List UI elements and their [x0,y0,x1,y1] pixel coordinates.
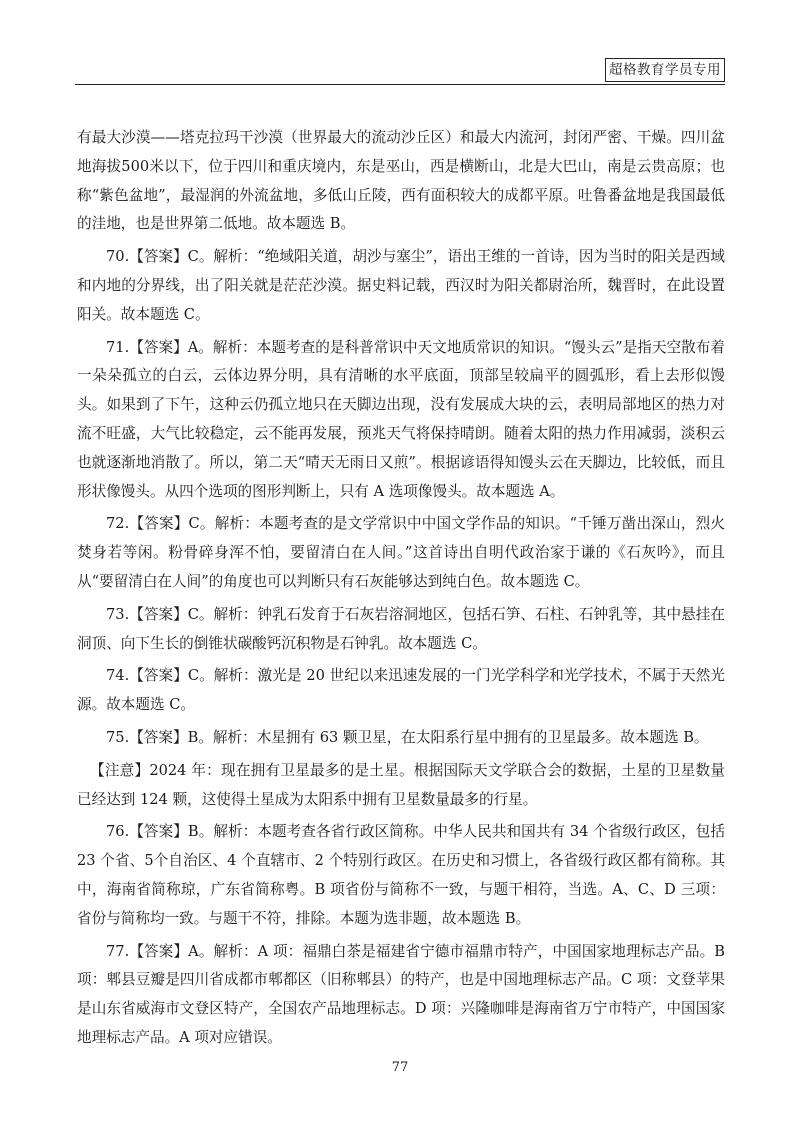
paragraph-69-continued: 有最大沙漠——塔克拉玛干沙漠（世界最大的流动沙丘区）和最大内流河，封闭严密、干燥。四川盆地海拔500米以下，位于四川和重庆境内，东是巫山，西是横断山，北是大巴山，南是云贵高原；也称“紫色盆地”，最湿润的外流盆地，多低山丘陵，西有面积较大的成都平原。吐鲁番盆地是我国最低的洼地，也是世界第二低地。故本题选 B。 [77,129,725,233]
document-body [77,124,725,1057]
header-badge: 超格教育学员专用 [605,58,725,82]
answer-76: 76.【答案】B。解析：本题考查各省行政区简称。中华人民共和国共有 34 个省级行政区，包括 23 个省、5个自治区、4 个直辖市、2 个特别行政区。在历史和习惯上，各省级行政区都有简称。其中，海南省简称琼，广东省简称粤。B 项省份与简称不一致，与题干相符，当选。A、C、D 三项：省份与简称均一致。与题干不符，排除。本题为选非题，故本题选 B。 [77,823,725,927]
note-75: 【注意】2024 年：现在拥有卫星最多的是土星。根据国际天文学联合会的数据，土星的卫星数量已经达到 124 颗，这使得土星成为太阳系中拥有卫星数量最多的行星。 [77,761,725,808]
header-divider [75,84,725,85]
answer-71: 71.【答案】A。解析：本题考查的是科普常识中天文地质常识的知识。“馒头云”是指天空散布着一朵朵孤立的白云，云体边界分明，具有清晰的水平底面，顶部呈较扁平的圆弧形，看上去形似馒头。如果到了下午，这种云仍孤立地只在天脚边出现，没有发展成大块的云，表明局部地区的热力对流不旺盛，大气比较稳定，云不能再发展，预兆天气将保持晴朗。随着太阳的热力作用减弱，淡积云也就逐渐地消散了。所以，第二天“晴天无雨日又煎”。根据谚语得知馒头云在天脚边，比较低，而且形状像馒头。从四个选项的图形判断上，只有 A 选项像馒头。故本题选 A。 [77,338,725,500]
answer-77: 77.【答案】A。解析：A 项：福鼎白茶是福建省宁德市福鼎市特产，中国国家地理标志产品。B 项：郫县豆瓣是四川省成都市郫都区（旧称郫县）的特产，也是中国地理标志产品。C 项：文登苹果是山东省威海市文登区特产，全国农产品地理标志。D 项：兴隆咖啡是海南省万宁市特产，中国国家地理标志产品。A 项对应错误。 [77,942,725,1046]
answer-73: 73.【答案】C。解析：钟乳石发育于石灰岩溶洞地区，包括石笋、石柱、石钟乳等，其中悬挂在洞顶、向下生长的倒锥状碳酸钙沉积物是石钟乳。故本题选 C。 [77,605,725,652]
answer-74: 74.【答案】C。解析：激光是 20 世纪以来迅速发展的一门光学科学和光学技术，不属于天然光源。故本题选 C。 [77,667,725,714]
page-number: 77 [391,1060,409,1075]
answer-72: 72.【答案】C。解析：本题考查的是文学常识中中国文学作品的知识。“千锤万凿出深山，烈火焚身若等闲。粉骨碎身浑不怕，要留清白在人间。”这首诗出自明代政治家于谦的《石灰吟》，而且从“要留清白在人间”的角度也可以判断只有石灰能够达到纯白色。故本题选 C。 [77,515,725,590]
answer-75: 75.【答案】B。解析：木星拥有 63 颗卫星，在太阳系行星中拥有的卫星最多。故本题选 B。 [106,728,709,746]
answer-70: 70.【答案】C。解析：“绝域阳关道，胡沙与塞尘”，语出王维的一首诗，因为当时的阳关是西域和内地的分界线，出了阳关就是茫茫沙漠。据史料记载，西汉时为阳关都尉治所，魏晋时，在此设置阳关。故本题选 C。 [77,248,725,323]
